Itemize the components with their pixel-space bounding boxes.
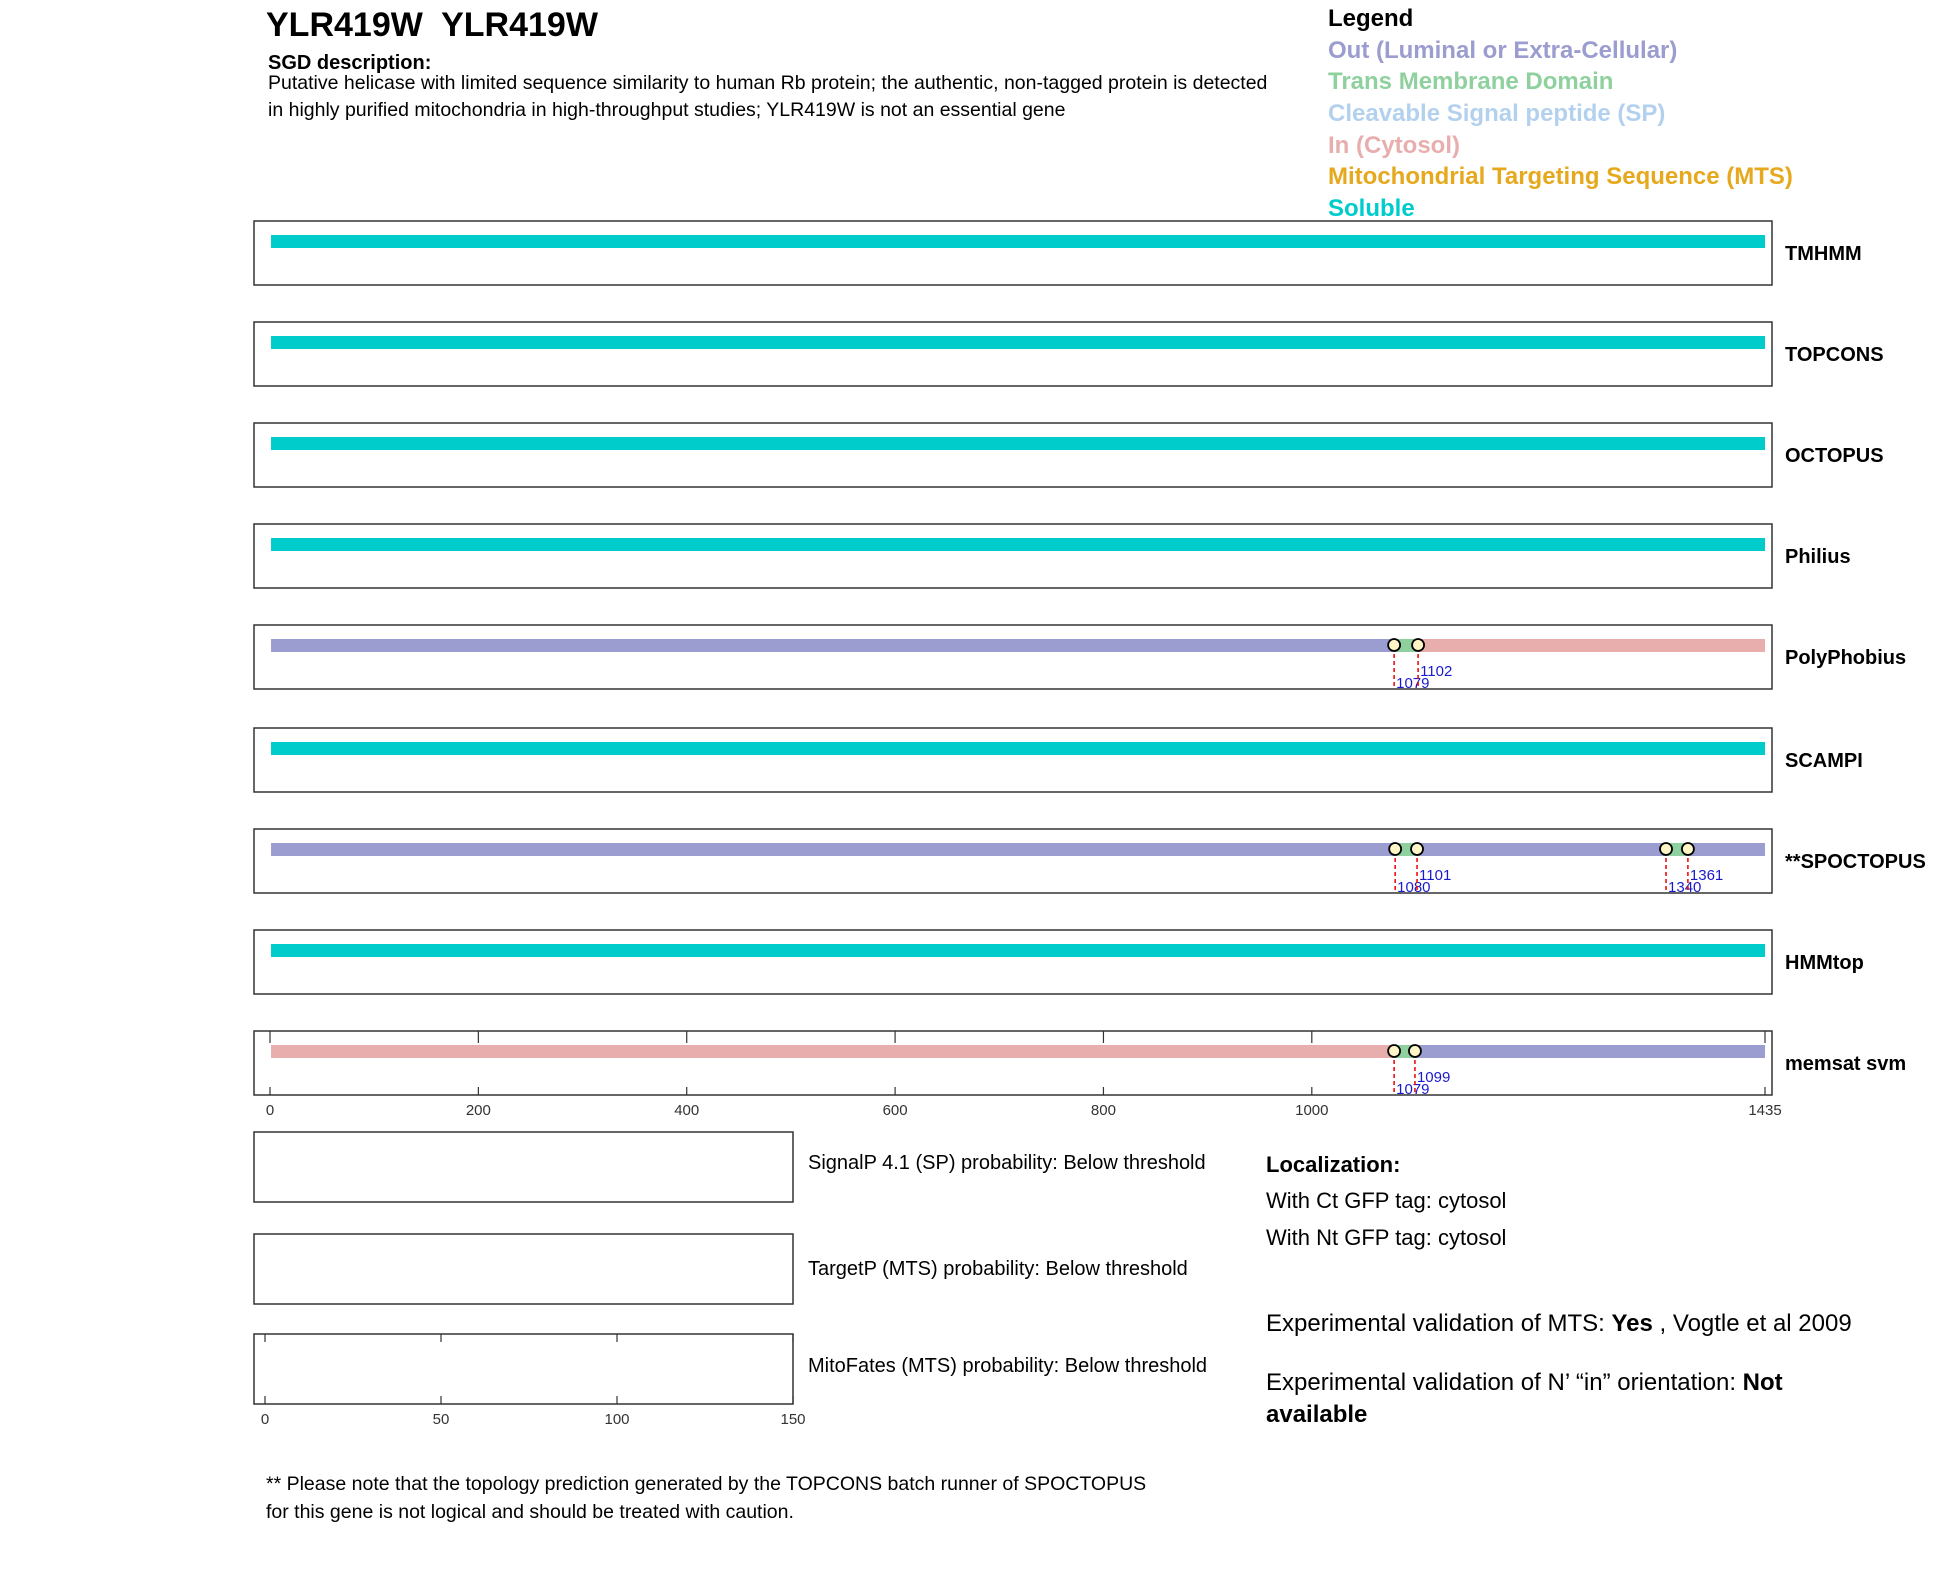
prob-box-2 [254, 1334, 793, 1404]
prob-tick-label-1: 50 [432, 1411, 450, 1428]
marker-label-spoctopus-2: 1340 [1668, 879, 1702, 896]
legend-item-tm: Trans Membrane Domain [1328, 68, 1614, 95]
track-box-philius [254, 524, 1772, 588]
marker-label-memsat-svm-1: 1099 [1416, 1069, 1451, 1086]
x-tick-label-5: 1000 [1295, 1102, 1329, 1119]
segment-spoctopus-4 [1688, 843, 1765, 856]
marker-circle-spoctopus-2 [1660, 843, 1672, 855]
track-box-topcons [254, 322, 1772, 386]
segment-spoctopus-2 [1417, 843, 1666, 856]
localization-ct: With Ct GFP tag: cytosol [1266, 1188, 1507, 1213]
x-tick-label-1: 200 [465, 1102, 491, 1119]
track-box-scampi [254, 728, 1772, 792]
prob-box-0 [254, 1132, 793, 1202]
page-title: YLR419W YLR419W [266, 6, 598, 44]
segment-tmhmm-0 [271, 235, 1765, 248]
sgd-description-label: SGD description: [268, 52, 432, 74]
track-label-philius: Philius [1785, 546, 1851, 568]
track-box-polyphobius [254, 625, 1772, 689]
legend-item-sp: Cleavable Signal peptide (SP) [1328, 100, 1666, 127]
segment-spoctopus-0 [271, 843, 1395, 856]
x-tick-label-2: 400 [674, 1102, 700, 1119]
track-box-tmhmm [254, 221, 1772, 285]
legend-item-out: Out (Luminal or Extra-Cellular) [1328, 37, 1678, 64]
mts-validation-label: Experimental validation of MTS: [1266, 1310, 1612, 1337]
marker-circle-memsat-svm-0 [1388, 1045, 1400, 1057]
segment-scampi-0 [271, 742, 1765, 755]
legend-title: Legend [1328, 5, 1414, 32]
x-tick-label-0: 0 [265, 1102, 275, 1119]
segment-philius-0 [271, 538, 1765, 551]
localization-title: Localization: [1266, 1152, 1401, 1177]
mitofates-caption: MitoFates (MTS) probability: Below threshold [808, 1355, 1208, 1377]
marker-circle-memsat-svm-1 [1409, 1045, 1421, 1057]
segment-polyphobius-2 [1418, 639, 1765, 652]
marker-label-spoctopus-0: 1080 [1397, 879, 1431, 896]
legend-item-in: In (Cytosol) [1328, 132, 1460, 159]
x-tick-label-6: 1435 [1748, 1102, 1782, 1119]
marker-circle-polyphobius-1 [1412, 639, 1424, 651]
track-label-hmmtop: HMMtop [1785, 952, 1864, 974]
x-tick-label-3: 600 [882, 1102, 908, 1119]
marker-circle-spoctopus-1 [1411, 843, 1423, 855]
legend-item-soluble: Soluble [1328, 195, 1415, 222]
prob-box-1 [254, 1234, 793, 1304]
marker-circle-polyphobius-0 [1388, 639, 1400, 651]
signalp-caption: SignalP 4.1 (SP) probability: Below threshold [808, 1152, 1206, 1174]
nin-validation-value: Not [1742, 1369, 1783, 1396]
segment-octopus-0 [271, 437, 1765, 450]
segment-memsat-svm-0 [271, 1045, 1394, 1058]
track-box-spoctopus [254, 829, 1772, 893]
footnote: ** Please note that the topology prediction generated by the TOPCONS batch runner of SPOCTOPUS for this gene is not logical and should be treated with caution. [266, 1473, 1147, 1523]
nin-validation [1266, 1369, 1783, 1397]
track-label-topcons: TOPCONS [1785, 344, 1884, 366]
nin-validation-label: Experimental validation of N’ “in” orientation: [1266, 1369, 1743, 1396]
marker-label-polyphobius-0: 1079 [1396, 675, 1430, 692]
mts-validation-value: Yes [1611, 1310, 1653, 1337]
track-box-hmmtop [254, 930, 1772, 994]
track-label-spoctopus: **SPOCTOPUS [1785, 851, 1926, 873]
mts-validation [1266, 1310, 1852, 1338]
track-label-polyphobius: PolyPhobius [1785, 647, 1907, 669]
nin-validation-value-cont: available [1266, 1401, 1368, 1428]
marker-label-spoctopus-1: 1101 [1419, 867, 1452, 884]
marker-label-polyphobius-1: 1102 [1420, 663, 1453, 680]
segment-topcons-0 [271, 336, 1765, 349]
marker-circle-spoctopus-3 [1682, 843, 1694, 855]
sgd-description-text: Putative helicase with limited sequence similarity to human Rb protein; the authentic, non-tagged protein is detected in highly purified mitochondria in high-throughput studies; YLR419W is not an essential gene [268, 72, 1268, 121]
marker-label-memsat-svm-0: 1079 [1396, 1081, 1430, 1098]
segment-memsat-svm-2 [1415, 1045, 1765, 1058]
track-label-tmhmm: TMHMM [1785, 243, 1862, 265]
targetp-caption: TargetP (MTS) probability: Below threshold [808, 1258, 1188, 1280]
prob-tick-label-3: 150 [780, 1411, 806, 1428]
track-box-octopus [254, 423, 1772, 487]
track-label-scampi: SCAMPI [1785, 750, 1863, 772]
track-box-memsat-svm [254, 1031, 1772, 1095]
track-label-memsat-svm: memsat svm [1785, 1053, 1907, 1075]
prob-tick-label-2: 100 [604, 1411, 630, 1428]
marker-label-spoctopus-3: 1361 [1689, 867, 1724, 884]
legend-item-mts: Mitochondrial Targeting Sequence (MTS) [1328, 163, 1793, 190]
prob-tick-label-0: 0 [260, 1411, 270, 1428]
localization-nt: With Nt GFP tag: cytosol [1266, 1225, 1507, 1250]
segment-hmmtop-0 [271, 944, 1765, 957]
x-tick-label-4: 800 [1090, 1102, 1116, 1119]
segment-polyphobius-0 [271, 639, 1394, 652]
track-label-octopus: OCTOPUS [1785, 445, 1884, 467]
mts-validation-source: , Vogtle et al 2009 [1652, 1310, 1852, 1337]
marker-circle-spoctopus-0 [1389, 843, 1401, 855]
